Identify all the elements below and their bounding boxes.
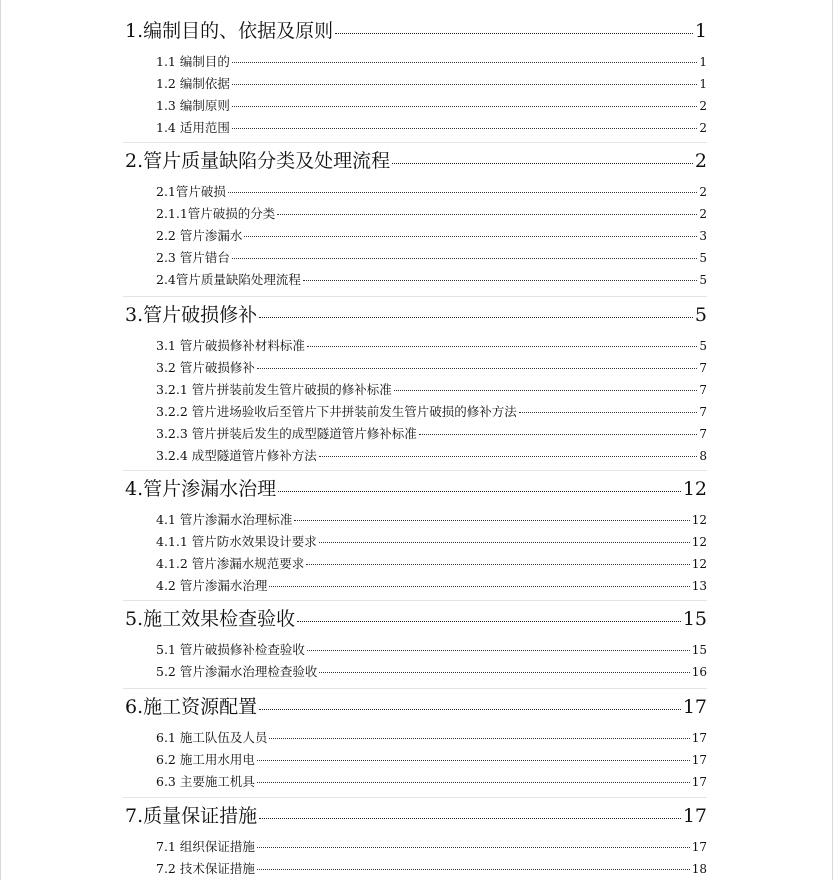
dot-leader [306, 564, 689, 565]
toc-chapter-entry[interactable] [125, 474, 707, 500]
dot-leader [319, 672, 689, 673]
toc-page-number: 5 [699, 251, 707, 265]
toc-entry-label: 5.1 管片破损修补检查验收 [156, 642, 305, 657]
toc-page-number: 1 [699, 77, 707, 91]
dot-leader [259, 818, 681, 819]
toc-entry-label: 6.3 主要施工机具 [156, 774, 255, 789]
toc-entry-label: 3.管片破损修补 [125, 304, 258, 326]
toc-entry-label: 3.2.2 管片进场验收后至管片下井拼装前发生管片破损的修补方法 [156, 404, 517, 419]
toc-section-entry[interactable] [156, 510, 707, 528]
toc-page-number: 12 [691, 557, 707, 571]
dot-leader [392, 163, 693, 164]
chapter-separator [123, 296, 707, 297]
toc-entry-label: 1.编制目的、依据及原则 [125, 20, 334, 42]
dot-leader [419, 434, 698, 435]
toc-entry-label: 3.2.1 管片拼装前发生管片破损的修补标准 [156, 382, 392, 397]
toc-page-number: 12 [682, 478, 707, 500]
toc-entry-label: 5.施工效果检查验收 [125, 608, 296, 630]
toc-entry-label: 2.管片质量缺陷分类及处理流程 [125, 150, 391, 172]
dot-leader [244, 236, 697, 237]
dot-leader [297, 621, 681, 622]
toc-section-entry[interactable] [156, 380, 707, 398]
toc-entry-label: 1.1 编制目的 [156, 54, 230, 69]
dot-leader [232, 84, 698, 85]
toc-entry-label: 4.1.1 管片防水效果设计要求 [156, 534, 317, 549]
toc-page-number: 1 [694, 20, 707, 42]
toc-page-number: 16 [691, 665, 707, 679]
toc-entry-label: 2.1.1管片破损的分类 [156, 206, 276, 221]
toc-entry-label: 5.2 管片渗漏水治理检查验收 [156, 664, 318, 679]
toc-section-entry[interactable] [156, 532, 707, 550]
toc-entry-label: 3.2.3 管片拼装后发生的成型隧道管片修补标准 [156, 426, 417, 441]
dot-leader [257, 847, 690, 848]
toc-chapter-entry[interactable] [125, 604, 707, 630]
toc-chapter-entry[interactable] [125, 692, 707, 718]
toc-page-number: 12 [691, 513, 707, 527]
toc-page-number: 2 [699, 207, 707, 221]
chapter-separator [123, 600, 707, 601]
toc-section-entry[interactable] [156, 204, 707, 222]
dot-leader [277, 214, 697, 215]
toc-section-entry[interactable] [156, 837, 707, 855]
toc-page-number: 17 [691, 731, 707, 745]
toc-section-entry[interactable] [156, 446, 707, 464]
toc-page-number: 17 [682, 696, 707, 718]
dot-leader [278, 491, 681, 492]
dot-leader [257, 368, 698, 369]
toc-page-number: 17 [691, 840, 707, 854]
chapter-separator [123, 142, 707, 143]
toc-page-number: 15 [691, 643, 707, 657]
dot-leader [232, 106, 698, 107]
dot-leader [319, 456, 698, 457]
dot-leader [259, 709, 681, 710]
toc-section-entry[interactable] [156, 336, 707, 354]
toc-page-number: 5 [694, 304, 707, 326]
dot-leader [259, 317, 693, 318]
toc-section-entry[interactable] [156, 576, 707, 594]
toc-entry-label: 2.1管片破损 [156, 184, 226, 199]
dot-leader [519, 412, 698, 413]
dot-leader [232, 258, 698, 259]
toc-entry-label: 4.2 管片渗漏水治理 [156, 578, 268, 593]
chapter-separator [123, 688, 707, 689]
toc-entry-label: 7.2 技术保证措施 [156, 861, 255, 876]
toc-section-entry[interactable] [156, 424, 707, 442]
toc-section-entry[interactable] [156, 358, 707, 376]
toc-page-number: 7 [699, 405, 707, 419]
toc-entry-label: 1.4 适用范围 [156, 120, 230, 135]
toc-entry-label: 2.3 管片错台 [156, 250, 230, 265]
toc-section-entry[interactable] [156, 859, 707, 877]
toc-page-number: 17 [691, 775, 707, 789]
dot-leader [335, 33, 693, 34]
toc-section-entry[interactable] [156, 750, 707, 768]
toc-section-entry[interactable] [156, 248, 707, 266]
toc-entry-label: 1.2 编制依据 [156, 76, 230, 91]
toc-page-number: 2 [699, 185, 707, 199]
toc-entry-label: 3.2 管片破损修补 [156, 360, 255, 375]
toc-page-number: 7 [699, 361, 707, 375]
toc-section-entry[interactable] [156, 662, 707, 680]
toc-page-number: 7 [699, 427, 707, 441]
toc-entry-label: 6.2 施工用水用电 [156, 752, 255, 767]
toc-page-number: 5 [699, 273, 707, 287]
toc-entry-label: 2.2 管片渗漏水 [156, 228, 243, 243]
toc-entry-label: 1.3 编制原则 [156, 98, 230, 113]
toc-page-number: 5 [699, 339, 707, 353]
toc-entry-label: 7.1 组织保证措施 [156, 839, 255, 854]
chapter-separator [123, 470, 707, 471]
dot-leader [307, 650, 690, 651]
toc-page-number: 13 [691, 579, 707, 593]
toc-section-entry[interactable] [156, 74, 707, 92]
dot-leader [228, 192, 697, 193]
toc-entry-label: 3.2.4 成型隧道管片修补方法 [156, 448, 317, 463]
dot-leader [257, 869, 690, 870]
dot-leader [232, 128, 698, 129]
toc-page-number: 17 [691, 753, 707, 767]
dot-leader [269, 738, 689, 739]
toc-page-number: 17 [682, 805, 707, 827]
toc-section-entry[interactable] [156, 640, 707, 658]
toc-section-entry[interactable] [156, 182, 707, 200]
dot-leader [394, 390, 698, 391]
dot-leader [303, 280, 697, 281]
toc-entry-label: 6.施工资源配置 [125, 696, 258, 718]
toc-entry-label: 4.管片渗漏水治理 [125, 478, 277, 500]
toc-page-number: 15 [682, 608, 707, 630]
toc-section-entry[interactable] [156, 270, 707, 288]
dot-leader [257, 782, 690, 783]
toc-page-number: 3 [699, 229, 707, 243]
toc-page-number: 12 [691, 535, 707, 549]
toc-section-entry[interactable] [156, 226, 707, 244]
dot-leader [307, 346, 698, 347]
toc-section-entry[interactable] [156, 52, 707, 70]
toc-entry-label: 7.质量保证措施 [125, 805, 258, 827]
toc-entry-label: 4.1.2 管片渗漏水规范要求 [156, 556, 305, 571]
toc-chapter-entry[interactable] [125, 146, 707, 172]
toc-section-entry[interactable] [156, 402, 707, 420]
toc-chapter-entry[interactable] [125, 801, 707, 827]
toc-section-entry[interactable] [156, 96, 707, 114]
dot-leader [232, 62, 698, 63]
toc-page-number: 1 [699, 55, 707, 69]
toc-section-entry[interactable] [156, 554, 707, 572]
toc-section-entry[interactable] [156, 772, 707, 790]
toc-page-number: 2 [694, 150, 707, 172]
chapter-separator [123, 797, 707, 798]
toc-section-entry[interactable] [156, 118, 707, 136]
dot-leader [269, 586, 689, 587]
toc-page-number: 2 [699, 99, 707, 113]
toc-entry-label: 2.4管片质量缺陷处理流程 [156, 272, 301, 287]
dot-leader [319, 542, 690, 543]
toc-page-number: 7 [699, 383, 707, 397]
toc-entry-label: 4.1 管片渗漏水治理标准 [156, 512, 293, 527]
toc-page-number: 18 [691, 862, 707, 876]
toc-entry-label: 3.1 管片破损修补材料标准 [156, 338, 305, 353]
toc-chapter-entry[interactable] [125, 16, 707, 42]
toc-section-entry[interactable] [156, 728, 707, 746]
toc-page-number: 2 [699, 121, 707, 135]
toc-entry-label: 6.1 施工队伍及人员 [156, 730, 268, 745]
dot-leader [294, 520, 689, 521]
dot-leader [257, 760, 690, 761]
toc-page-number: 8 [699, 449, 707, 463]
toc-chapter-entry[interactable] [125, 300, 707, 326]
